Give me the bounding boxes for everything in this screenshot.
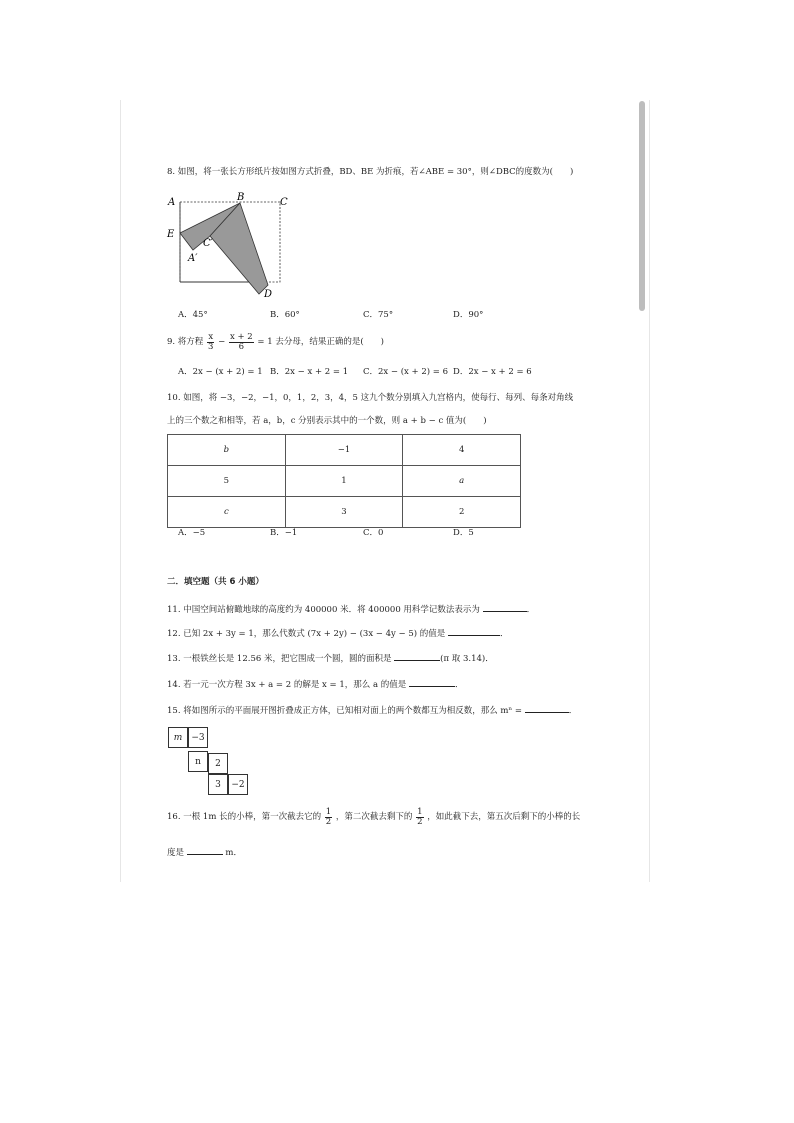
net-cell-neg2: −2: [228, 774, 248, 795]
q8-option-d: D．90°: [453, 310, 484, 320]
q9-fraction-2: [229, 333, 254, 352]
q16-answer-blank[interactable]: [187, 846, 223, 855]
q16-line2b: m．: [225, 848, 242, 858]
net-cell-2: 2: [208, 753, 228, 774]
grid-cell: 5: [168, 466, 286, 497]
q9-fraction-1: [207, 333, 214, 352]
q8-label-Cp: C′: [203, 238, 213, 249]
grid-cell: −1: [285, 435, 403, 466]
q10-stem-line2: 上的三个数之和相等，若 a，b，c 分别表示其中的一个数，则 a + b − c 值为( ): [167, 416, 487, 426]
q13: [167, 652, 494, 664]
q12-answer-blank[interactable]: [448, 627, 500, 636]
q12-end: ．: [500, 629, 509, 639]
q16-line2: [167, 846, 242, 858]
q8-label-C: C: [280, 197, 288, 208]
q8-option-b: B．60°: [270, 310, 300, 320]
grid-cell: a: [403, 466, 521, 497]
q8-option-c: C．75°: [363, 310, 394, 320]
q9-option-a: A．2x − (x + 2) = 1: [178, 367, 263, 377]
q9-prefix: 9. 将方程: [167, 337, 204, 348]
grid-cell: 1: [285, 466, 403, 497]
grid-cell: c: [168, 497, 286, 528]
q13-end: (π 取 3.14)．: [440, 654, 494, 664]
q11-text: 11. 中国空间站俯瞰地球的高度约为 400000 米．将 400000 用科学记数法表示为: [167, 605, 480, 615]
q9-option-b: B．2x − x + 2 = 1: [270, 367, 349, 377]
grid-cell: b: [168, 435, 286, 466]
q10-option-a: A．−5: [178, 528, 206, 538]
q8-label-D: D: [264, 289, 273, 300]
net-cell-3: 3: [208, 774, 228, 795]
net-cell-m: m: [168, 727, 188, 748]
q9-stem: [167, 333, 384, 352]
q9-fraction-2-den: 6: [238, 341, 245, 352]
q10-option-b: B．−1: [270, 528, 298, 538]
q13-answer-blank[interactable]: [394, 652, 440, 661]
q15-end: ．: [568, 706, 578, 716]
q8-label-Ap: A′: [188, 253, 198, 264]
q11: [167, 603, 535, 615]
q12-text: 12. 已知 2x + 3y = 1，那么代数式 (7x + 2y) − (3x − 4y − 5) 的值是: [167, 629, 446, 639]
q9-fraction-1-num: x: [208, 332, 214, 342]
q10-option-d: D．5: [453, 528, 474, 538]
vertical-scrollbar[interactable]: [639, 101, 645, 311]
q10-option-c: C．0: [363, 528, 384, 538]
q14-text: 14. 若一元一次方程 3x + a = 2 的解是 x = 1，那么 a 的值是: [167, 680, 407, 690]
grid-row: [168, 435, 521, 466]
grid-row: [168, 497, 521, 528]
q8-label-B: B: [237, 192, 245, 203]
q14-answer-blank[interactable]: [409, 678, 455, 687]
grid-cell: 3: [285, 497, 403, 528]
q10-stem-line1: 10. 如图，将 −3，−2，−1，0，1，2，3，4，5 这九个数分别填入九宫格内，使每行、每列、每条对角线: [167, 393, 574, 403]
q16-fraction-2-num: 1: [417, 807, 423, 817]
q8-figure: [160, 190, 290, 300]
q16-part1: 16. 一根 1m 长的小棒，第一次截去它的: [167, 812, 322, 823]
magic-square-grid: [167, 434, 521, 528]
net-cell-n: n: [188, 751, 208, 772]
q16-fraction-1-num: 1: [325, 807, 332, 817]
q14-end: ．: [454, 680, 464, 690]
q9-minus: −: [218, 337, 226, 348]
q11-end: ．: [526, 605, 536, 615]
q9-option-c: C．2x − (x + 2) = 6: [363, 367, 449, 377]
q16-part3: ，如此截下去，第五次后剩下的小棒的长: [427, 812, 581, 823]
grid-cell: 2: [403, 497, 521, 528]
q9-suffix: = 1 去分母，结果正确的是( ): [257, 337, 384, 348]
q9-option-d: D．2x − x + 2 = 6: [453, 367, 532, 377]
q8-option-a: A．45°: [178, 310, 208, 320]
grid-cell: 4: [403, 435, 521, 466]
q9-fraction-1-den: 3: [208, 341, 214, 352]
q16-fraction-1: [325, 808, 332, 827]
q12: [167, 627, 509, 639]
q8-label-E: E: [167, 229, 175, 240]
q15-text: 15. 将如图所示的平面展开图折叠成正方体，已知相对面上的两个数都互为相反数，那么 mⁿ =: [167, 706, 522, 716]
q13-text: 13. 一根铁丝长是 12.56 米，把它围成一个圆，圆的面积是: [167, 654, 392, 664]
q8-stem: 8. 如图，将一张长方形纸片按如图方式折叠，BD、BE 为折痕，若∠ABE = 30°，则∠DBC的度数为( ): [167, 167, 574, 177]
q16-part2: ，第二次截去剩下的: [335, 812, 413, 823]
q16-fraction-1-den: 2: [325, 816, 332, 827]
q15-answer-blank[interactable]: [525, 704, 569, 713]
q11-answer-blank[interactable]: [483, 603, 527, 612]
q9-fraction-2-num: x + 2: [229, 332, 253, 342]
grid-row: [168, 466, 521, 497]
net-cell-neg3: −3: [188, 727, 208, 748]
q16-fraction-2-den: 2: [417, 816, 423, 827]
q15: [167, 704, 577, 716]
q8-label-A: A: [168, 197, 176, 208]
q14: [167, 678, 463, 690]
section-heading-fill-in: 二．填空题（共 6 小题）: [167, 577, 264, 587]
q16-line1: [167, 808, 580, 827]
q16-fraction-2: [416, 808, 423, 827]
q16-line2a: 度是: [167, 848, 185, 858]
